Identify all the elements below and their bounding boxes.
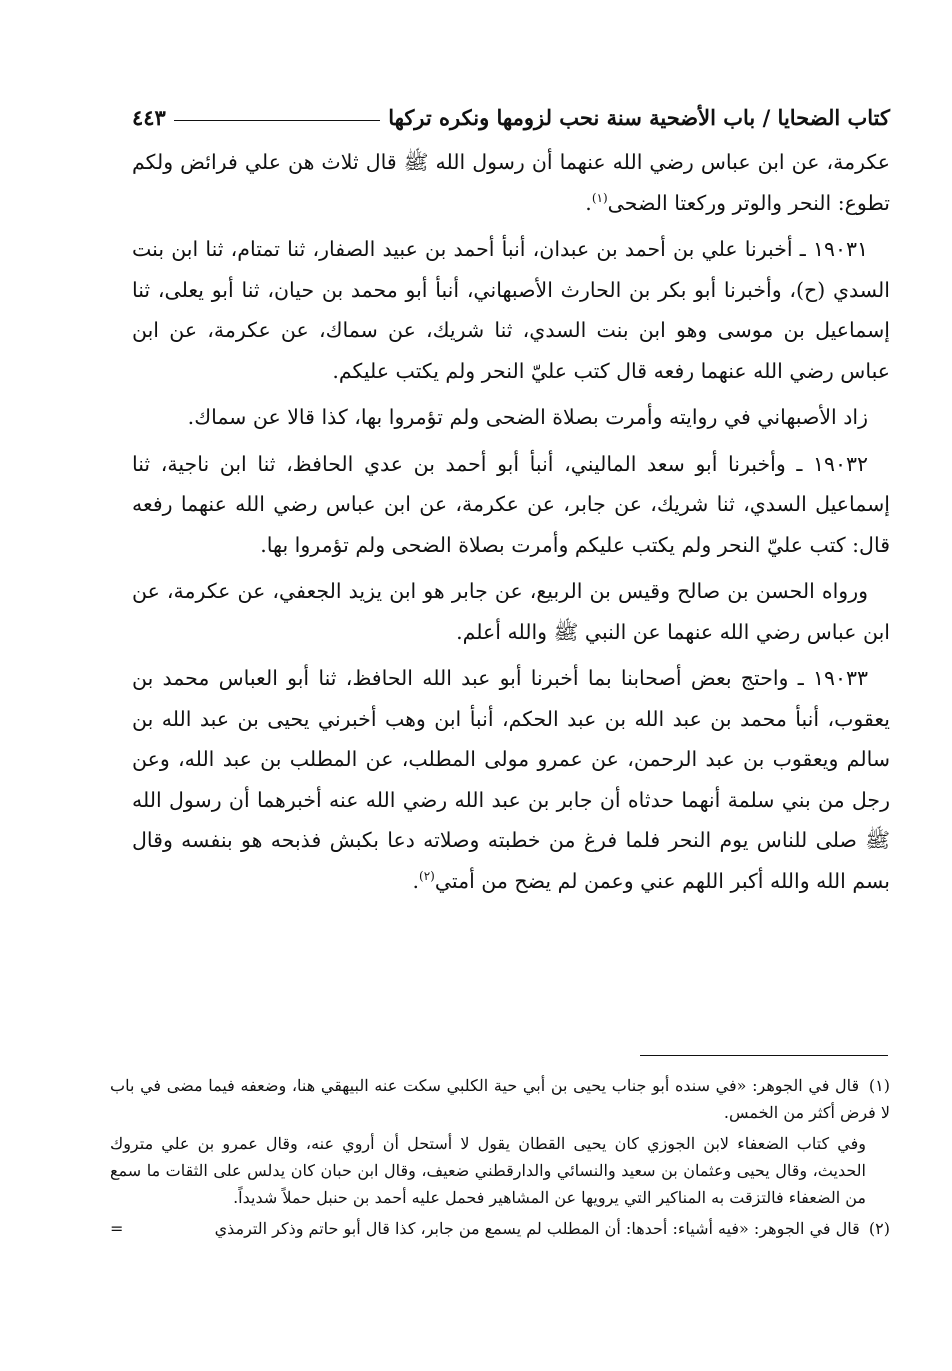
footnotes [110, 1072, 890, 1246]
footnote-1-number: (١) [868, 1076, 890, 1095]
running-header [132, 96, 890, 130]
continuation-mark: = [110, 1219, 124, 1238]
footnote-2 [110, 1215, 890, 1242]
footnote-1 [110, 1072, 890, 1126]
header-title: كتاب الضحايا / باب الأضحية سنة نحب لزومها ونكره تركها [388, 105, 890, 130]
footnote-1-text: قال في الجوهر: «في سنده أبو جناب يحيى بن أبي حية الكلبي سكت عنه البيهقي هنا، وضعفه فيما مضى في باب لا فرض أكثر من الخمس. [110, 1076, 890, 1122]
footnote-2-number: (٢) [868, 1219, 890, 1238]
paragraph-6-text: ١٩٠٣٣ ـ واحتج بعض أصحابنا بما أخبرنا أبو عبد الله الحافظ، ثنا أبو العباس محمد بن يعقوب، أنبأ محمد بن عبد الله بن عبد الحكم، أنبأ ابن وهب أخبرني يحيى بن عبد الله بن سالم ويعقوب بن عبد الرحمن، عن عمرو مولى المطلب، عن المطلب بن عبد الله، وعن رجل من بني سلمة أنهما حدثاه أن جابر بن عبد الله رضي الله عنه أخبرهما أن رسول الله ﷺ صلى للناس يوم النحر فلما فرغ من خطبته وصلاته دعا بكبش فذبحه هو بنفسه وقال بسم الله والله أكبر اللهم عني وعمن لم يضح من أمتي [132, 666, 890, 893]
footnote-ref-2: (٢) [419, 868, 435, 883]
paragraph-6 [132, 658, 890, 901]
main-text [132, 142, 890, 907]
header-rule [174, 120, 380, 121]
paragraph-2: ١٩٠٣١ ـ أخبرنا علي بن أحمد بن عبدان، أنبأ أحمد بن عبيد الصفار، ثنا تمتام، ثنا ابن بنت السدي (ح)، وأخبرنا أبو بكر بن الحارث الأصبهاني، أنبأ أبو محمد بن حيان، ثنا أبو يعلى، ثنا إسماعيل بن موسى وهو ابن بنت السدي، ثنا شريك، عن سماك، عن عكرمة، عن ابن عباس رضي الله عنهما رفعه قال كتب عليّ النحر ولم يكتب عليكم. [132, 237, 890, 383]
paragraph-1-end: . [585, 190, 592, 215]
paragraph-4: ١٩٠٣٢ ـ وأخبرنا أبو سعد الماليني، أنبأ أبو أحمد بن عدي الحافظ، ثنا ابن ناجية، ثنا إسماعيل السدي، ثنا شريك، عن جابر، عن عكرمة، عن ابن عباس رضي الله عنهما رفعه قال: كتب عليّ النحر ولم يكتب عليكم وأمرت بصلاة الضحى ولم تؤمروا بها. [132, 451, 890, 557]
footnote-2-text: قال في الجوهر: «فيه أشياء: أحدها: أن المطلب لم يسمع من جابر، كذا قال أبو حاتم وذكر الترمذي [214, 1219, 860, 1238]
paragraph-6-end: . [412, 868, 420, 893]
paragraph-5: ورواه الحسن بن صالح وقيس بن الربيع، عن جابر هو ابن يزيد الجعفي، عن عكرمة، عن ابن عباس رضي الله عنهما عن النبي ﷺ والله أعلم. [132, 579, 890, 644]
paragraph-1 [132, 142, 890, 223]
footnote-separator [640, 1055, 888, 1056]
page-number: ٤٤٣ [132, 105, 166, 130]
footnote-ref-1: (١) [591, 190, 608, 205]
paragraph-3: زاد الأصبهاني في روايته وأمرت بصلاة الضحى ولم تؤمروا بها، كذا قالا عن سماك. [187, 405, 868, 429]
footnote-1-continuation: وفي كتاب الضعفاء لابن الجوزي كان يحيى القطان يقول لا أستحل أن أروي عنه، وقال عمرو بن علي متروك الحديث، وقال يحيى وعثمان بن سعيد والنسائي والدارقطني ضعيف، وقال ابن حبان كان يدلس على الثقات ما سمع من الضعفاء فالتزقت به المناكير التي يرويها عن المشاهير فحمل عليه أحمد بن حنبل حملاً شديداً. [110, 1134, 866, 1207]
paragraph-1-text: عكرمة، عن ابن عباس رضي الله عنهما أن رسول الله ﷺ قال ثلاث هن علي فرائض ولكم تطوع: النحر والوتر وركعتا الضحى [132, 150, 890, 215]
